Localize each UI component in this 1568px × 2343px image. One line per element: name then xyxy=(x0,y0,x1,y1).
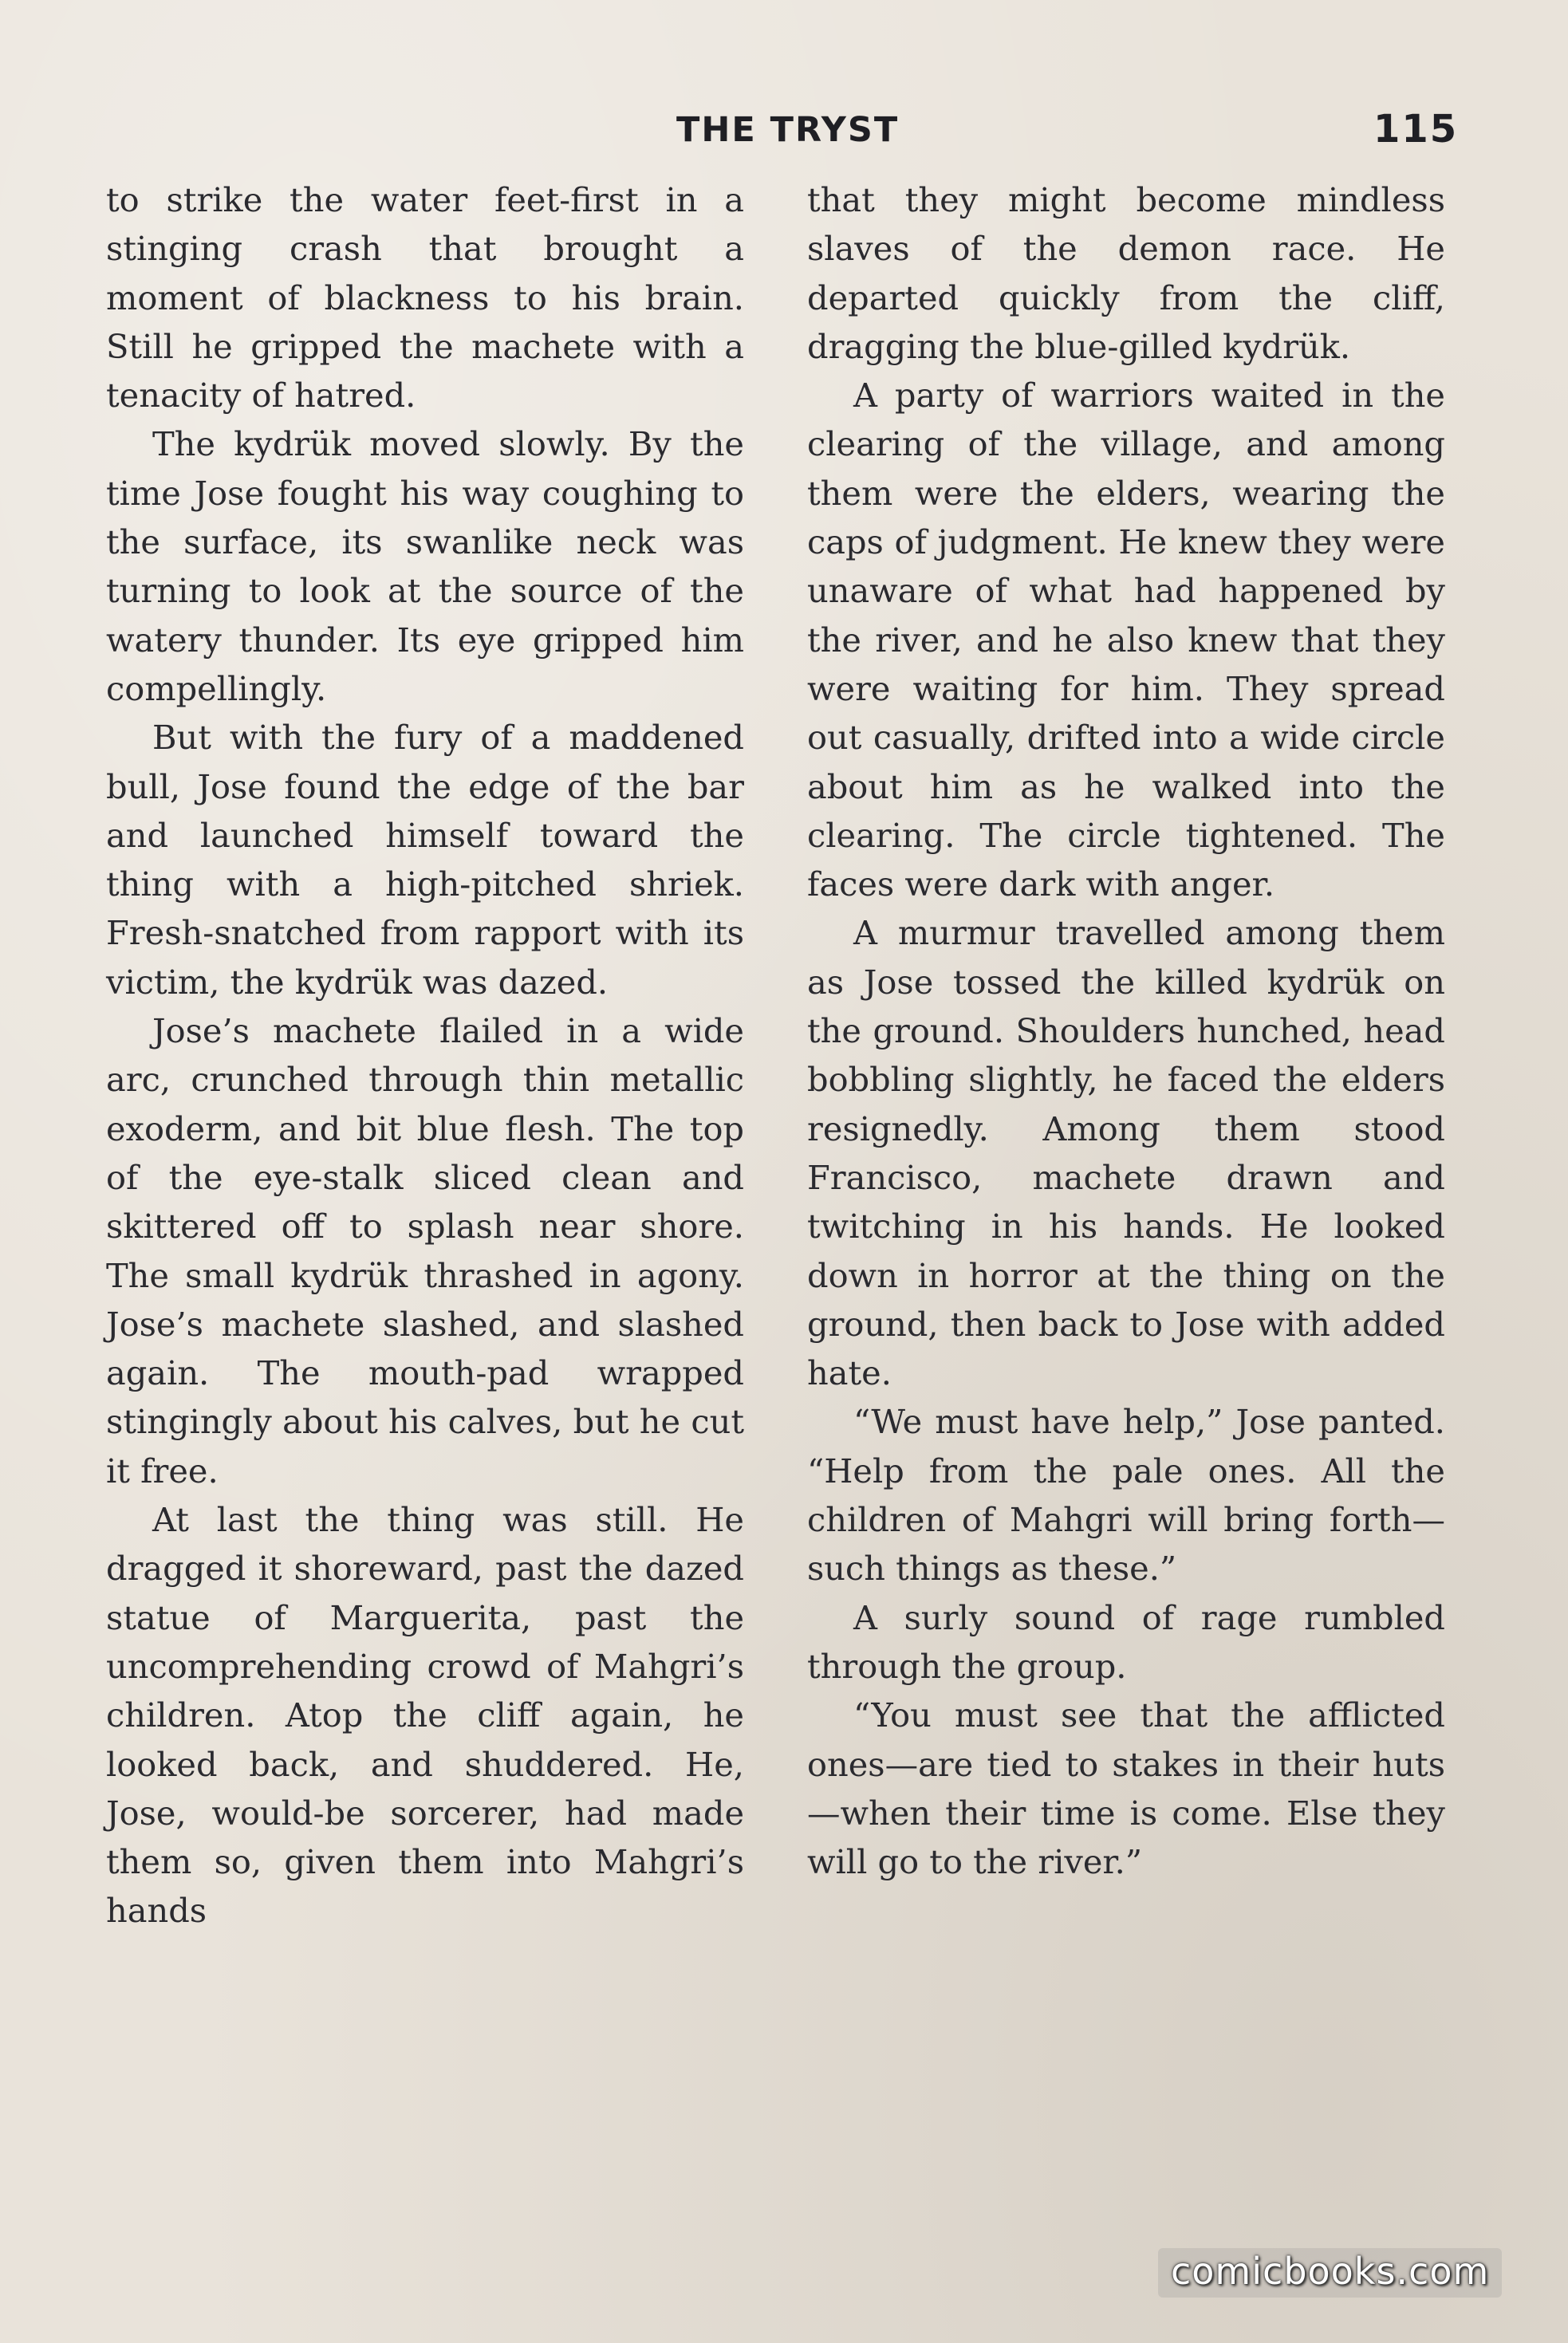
watermark: comicbooks.com xyxy=(1158,2248,1502,2298)
paragraph: to strike the water feet-first in a stinging crash that brought a moment of blackness to his brain. Still he gripped the machete with a tenacity of hatred. xyxy=(106,180,744,415)
paragraph: A surly sound of rage rumbled through the group. xyxy=(807,1597,1445,1686)
paragraph: At last the thing was still. He dragged it shoreward, past the dazed statue of Marguerita, past the uncomprehending crowd of Mahgri’s children. Atop the cliff again, he looked back, and shuddered. He, Jose, would-be sorcerer, had made them so, given them into Mahgri’s hands xyxy=(106,1500,744,1931)
page-number: 115 xyxy=(1373,107,1459,152)
paragraph: But with the fury of a maddened bull, Jose found the edge of the bar and launched himself toward the thing with a high-pitched shriek. Fresh-snatched from rapport with its victim, the kydrük was dazed. xyxy=(106,718,744,1002)
running-head xyxy=(0,107,1568,158)
paragraph: Jose’s machete flailed in a wide arc, crunched through thin metallic exoderm, and bit blue flesh. The top of the eye-stalk sliced clean and skittered off to splash near shore. The small kydrük thrashed in agony. Jose’s machete slashed, and slashed again. The mouth-pad wrapped stingingly about his calves, but he cut it free. xyxy=(106,1011,744,1490)
left-column xyxy=(106,175,744,1935)
paragraph: A murmur travelled among them as Jose tossed the killed kydrük on the ground. Shoulders hunched, head bobbling slightly, he faced the elders resignedly. Among them stood Francisco, machete drawn and twitching in his hands. He looked down in horror at the thing on the ground, then back to Jose with added hate. xyxy=(807,913,1445,1393)
paragraph: that they might become mindless slaves of the demon race. He departed quickly from the cliff, dragging the blue-gilled kydrük. xyxy=(807,180,1445,366)
right-column xyxy=(807,175,1445,1886)
paragraph: “We must have help,” Jose panted. “Help from the pale ones. All the children of Mahgri will bring forth—such things as these.” xyxy=(807,1402,1445,1589)
running-head-title: THE TRYST xyxy=(676,110,900,150)
paragraph: A party of warriors waited in the clearing of the village, and among them were the elders, wearing the caps of judgment. He knew they were unaware of what had happened by the river, and he also knew that they were waiting for him. They spread out casually, drifted into a wide circle about him as he walked into the clearing. The circle tightened. The faces were dark with anger. xyxy=(807,376,1445,904)
paragraph: “You must see that the afflicted ones—are tied to stakes in their huts—when their time is come. Else they will go to the river.” xyxy=(807,1695,1445,1882)
paragraph: The kydrük moved slowly. By the time Jose fought his way coughing to the surface, its swanlike neck was turning to look at the source of the watery thunder. Its eye gripped him compellingly. xyxy=(106,424,744,708)
